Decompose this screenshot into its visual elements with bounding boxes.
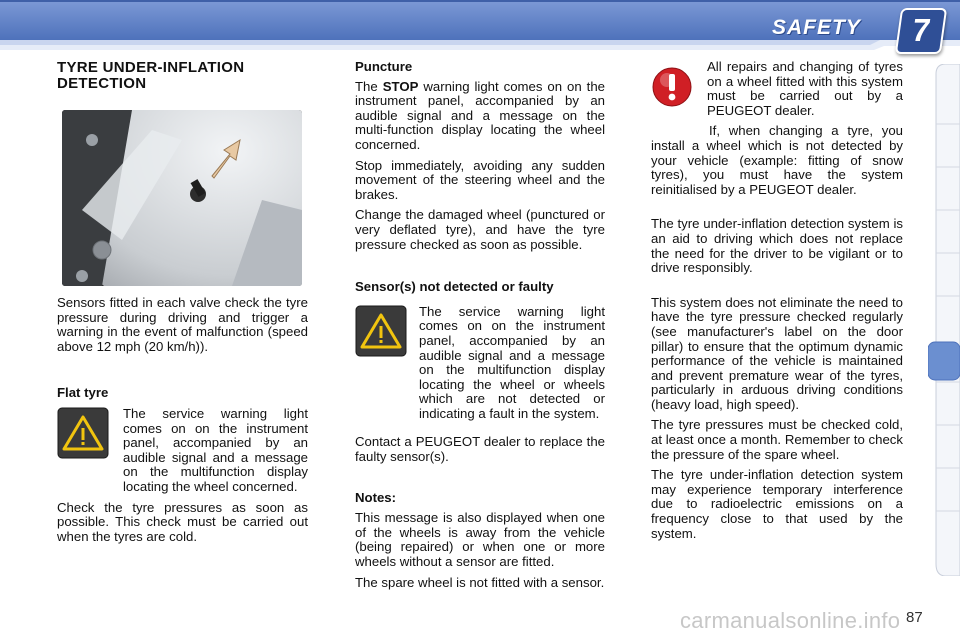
puncture-heading: Puncture — [355, 59, 413, 74]
page-number: 87 — [906, 609, 923, 626]
exclamation-alert-icon — [651, 66, 693, 112]
sensor-heading: Sensor(s) not detected or faulty — [355, 279, 554, 295]
watermark: carmanualsonline.info — [680, 608, 901, 633]
column-right — [651, 60, 903, 547]
flat-tyre-warning-text: The service warning light comes on on the instrument panel, accompanied by an audible signal and a message on the multifunction display locating the wheel concerned. — [123, 405, 308, 494]
flat-tyre-warning — [57, 407, 308, 495]
chapter-number: 7 — [909, 12, 933, 48]
system-text: This system does not eliminate the need to have the tyre pressure checked regularly (see manufacturer's label on the door pillar) to ensure that the optimum dynamic performance of the vehicle is maintained and prevent premature wear of the tyres, particularly in arduous driving conditions (heavy load, high speed). — [651, 294, 903, 412]
sensor-warning — [355, 305, 605, 422]
notes-text-2: The spare wheel is not fitted with a sensor. — [355, 574, 605, 590]
chapter-number-badge — [895, 8, 947, 54]
warning-triangle-icon — [355, 305, 407, 361]
cold-text: The tyre pressures must be checked cold, at least once a month. Remember to check the pressure of the spare wheel. — [651, 417, 903, 462]
puncture-prefix: The — [355, 78, 378, 94]
flat-tyre-heading: Flat tyre — [57, 385, 109, 401]
page-title: TYRE UNDER-INFLATION DETECTION — [57, 59, 245, 92]
contact-text: Contact a PEUGEOT dealer to replace the faulty sensor(s). — [355, 434, 605, 465]
sensor-warning-text: The service warning light comes on on the instrument panel, accompanied by an audible signal and a message on the multifunction display locating the wheel or wheels which are not detected or indicating a fault in the system. — [419, 303, 605, 421]
chapter-tabs — [928, 64, 960, 576]
stop-label: STOP — [382, 78, 419, 94]
column-middle — [355, 60, 605, 596]
repairs-alert — [651, 60, 903, 118]
puncture-text — [355, 80, 605, 153]
sensors-text: Sensors fitted in each valve check the tyre pressure during driving and trigger a warning in the event of malfunction (speed above 12 mph (20 km/h)). — [57, 295, 308, 354]
section-title: SAFETY — [772, 16, 861, 39]
column-left — [57, 60, 308, 550]
tyre-valve-photo — [62, 110, 302, 286]
repairs-text: All repairs and changing of tyres on a wheel fitted with this system must be carried out by a PEUGEOT dealer. — [707, 59, 903, 118]
flat-tyre-check-text: Check the tyre pressures as soon as possible. This check must be carried out when the tyres are cold. — [57, 499, 308, 544]
notes-heading: Notes: — [355, 489, 397, 505]
aid-text: The tyre under-inflation detection system is an aid to driving which does not replace the need for the driver to be vigilant or to drive responsibly. — [651, 216, 903, 276]
warning-triangle-icon — [57, 407, 109, 463]
changing-tyre-text: If, when changing a tyre, you install a wheel which is not detected by your vehicle (example: fitting of snow tyres), you must have the system reinitialised by a PEUGEOT dealer. — [651, 123, 903, 197]
interference-text: The tyre under-inflation detection system may experience temporary interference due to radioelectric emissions on a frequency close to that used by the system. — [651, 467, 903, 541]
puncture-body: warning light comes on on the instrument panel, accompanied by an audible signal and a message on the multi-function display locating the wheel concerned. — [355, 78, 605, 152]
notes-text-1: This message is also displayed when one of the wheels is away from the vehicle (being repaired) or when one or more wheels without a sensor are fitted. — [355, 510, 605, 570]
stop-immediately-text: Stop immediately, avoiding any sudden movement of the steering wheel and the brakes. — [355, 157, 605, 202]
change-wheel-text: Change the damaged wheel (punctured or very deflated tyre), and have the tyre pressure checked as soon as possible. — [355, 207, 605, 252]
